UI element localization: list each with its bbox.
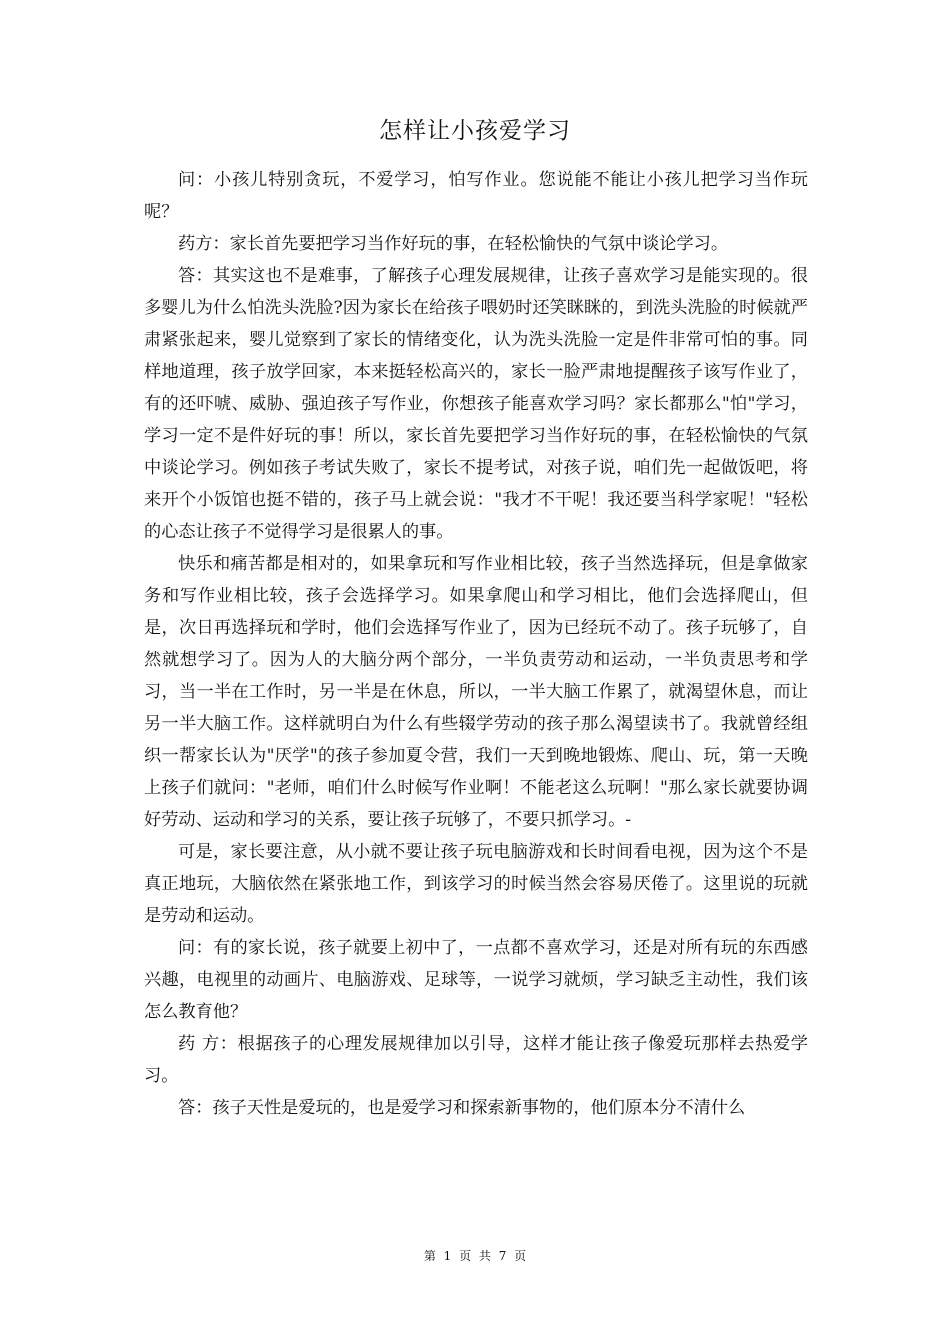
document-title: 怎样让小孩爱学习 — [379, 118, 571, 144]
paragraph-question-1: 问：小孩儿特别贪玩，不爱学习，怕写作业。您说能不能让小孩儿把学习当作玩呢？ — [144, 170, 808, 222]
paragraph-answer-2: 答：孩子天性是爱玩的，也是爱学习和探索新事物的，他们原本分不清什么 — [178, 1098, 746, 1118]
paragraph-prescription-2: 药 方：根据孩子的心理发展规律加以引导，这样才能让孩子像爱玩那样去热爱学习。 — [144, 1034, 808, 1086]
paragraph-happiness-and-pain: 快乐和痛苦都是相对的，如果拿玩和写作业相比较，孩子当然选择玩，但是拿做家务和写作业相比较，孩子会选择学习。如果拿爬山和学习相比，他们会选择爬山，但是，次日再选择玩和学时，他们会选择写作业了，因为已经玩不动了。孩子玩够了，自然就想学习了。因为人的大脑分两个部分，一半负责劳动和运动，一半负责思考和学习，当一半在工作时，另一半是在休息，所以，一半大脑工作累了，就渴望休息，而让另一半大脑工作。这样就明白为什么有些辍学劳动的孩子那么渴望读书了。我就曾经组织一帮家长认为"厌学"的孩子参加夏令营，我们一天到晚地锻炼、爬山、玩，第一天晚上孩子们就问："老师，咱们什么时候写作业啊！不能老这么玩啊！"那么家长就要协调好劳动、运动和学习的关系，要让孩子玩够了，不要只抓学习。- — [144, 554, 808, 830]
paragraph-answer-1: 答：其实这也不是难事，了解孩子心理发展规律，让孩子喜欢学习是能实现的。很多婴儿为什么怕洗头洗脸?因为家长在给孩子喂奶时还笑眯眯的，到洗头洗脸的时候就严肃紧张起来，婴儿觉察到了家长的情绪变化，认为洗头洗脸一定是件非常可怕的事。同样地道理，孩子放学回家，本来挺轻松高兴的，家长一脸严肃地提醒孩子该写作业了，有的还吓唬、威胁、强迫孩子写作业，你想孩子能喜欢学习吗？家长都那么"怕"学习，学习一定不是件好玩的事！所以，家长首先要把学习当作好玩的事，在轻松愉快的气氛中谈论学习。例如孩子考试失败了，家长不提考试，对孩子说，咱们先一起做饭吧，将来开个小饭馆也挺不错的，孩子马上就会说："我才不干呢！我还要当科学家呢！"轻松的心态让孩子不觉得学习是很累人的事。 — [144, 266, 808, 542]
document-body — [144, 164, 808, 1124]
paragraph-prescription-1: 药方：家长首先要把学习当作好玩的事，在轻松愉快的气氛中谈论学习。 — [178, 234, 729, 254]
paragraph-question-2: 问：有的家长说，孩子就要上初中了，一点都不喜欢学习，还是对所有玩的东西感兴趣，电视里的动画片、电脑游戏、足球等，一说学习就烦，学习缺乏主动性，我们该怎么教育他？ — [144, 938, 808, 1022]
paragraph-caution: 可是，家长要注意，从小就不要让孩子玩电脑游戏和长时间看电视，因为这个不是真正地玩，大脑依然在紧张地工作，到该学习的时候当然会容易厌倦了。这里说的玩就是劳动和运动。 — [144, 842, 808, 926]
page-number-footer: 第 1 页 共 7 页 — [423, 1249, 527, 1263]
